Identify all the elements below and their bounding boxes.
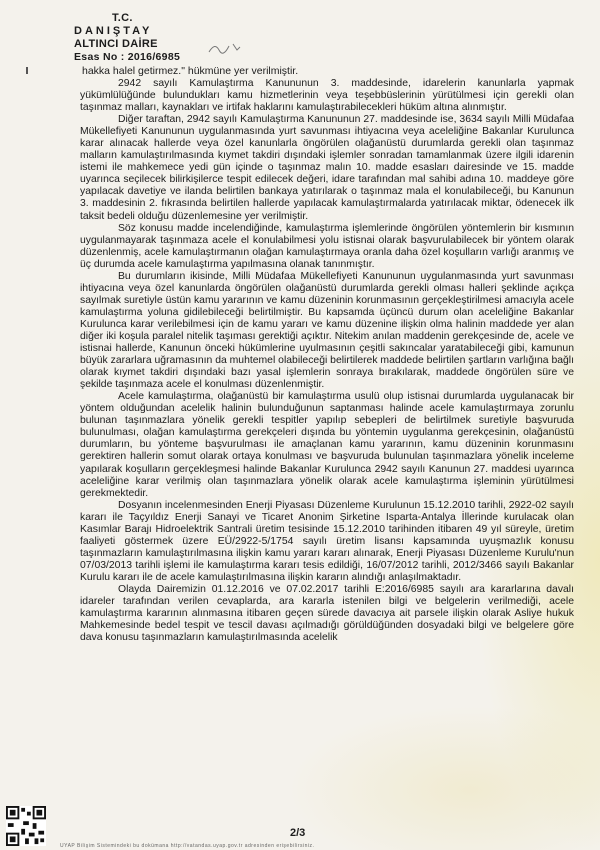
quote-line: hakka halel getirmez." hükmüne yer verilmiştir.: [82, 65, 299, 77]
document-header: [74, 12, 180, 64]
qr-code-icon: [6, 806, 46, 846]
paragraph-kamulastirma-3: 2942 sayılı Kamulaştırma Kanununun 3. maddesinde, idarelerin kanunlarla yapmak yükümlülüğünde bulundukları kamu hizmetlerinin veya teşebbüslerinin yürütülmesi için gerekli olan taşınmaz malları, kaynakları ve irtifak haklarını kamulaştırabilecekleri hüküm altına alınmıştır.: [80, 78, 574, 114]
paragraph-acele-kamulastirma: Acele kamulaştırma, olağanüstü bir kamulaştırma usulü olup istisnai durumlarda uygulanacak bir yöntem olduğundan acelelik halinin bulunduğunun saptanması halinde acele kamulaştırmaya zorunlu bulunan taşınmazlara yönelik gerekli tespitler yapılıp sebepleri de belirtilmek suretiyle başvuruda bulunulması, olağan kamulaştırma gerekçeleri dışında bu yöntemin uygulanma gerekçesinin, olağanüstü durumların, bu yönteme başvurulması ile amaçlanan kamu yararının, kamu düzeninin korunmasını gerektiren hallerin somut olarak ortaya konulması ve başvuruda bulunulan taşınmazlara yönelik inceleme yapılarak koşulların gerçekleşmesi halinde Bakanlar Kurulunca 2942 sayılı Kanunun 27. maddesi uyarınca aceleliğine karar verilmiş olan taşınmazlara yönelik olarak acele kamulaştırma işleminin yürütülmesi gerekmektedir.: [80, 391, 574, 499]
paragraph-kamulastirma-27: Diğer taraftan, 2942 sayılı Kamulaştırma Kanununun 27. maddesinde ise, 3634 sayılı Milli Müdafaa Mükellefiyeti Kanununun uygulanmasında yurt savunması ihtiyacına veya aceleliğine Bakanlar Kurulunca karar alınacak hallerde veya özel kanunlarla öngörülen olağanüstü durumlarda gerekli olan taşınmaz malların kamulaştırılmasında kıymet takdiri dışındaki işlemler sonradan tamamlanmak üzere ilgili idarenin istemi ile mahkemece yedi gün içinde o taşınmaz malın 10. madde esasları dairesinde ve 15. madde uyarınca seçilecek bilirkişilerce tespit edilecek değeri, idare tarafından mal sahibi adına 10. maddeye göre yapılacak davetiye ve ilanda belirtilen bankaya yatırılarak o taşınmaz mala el konulabileceği, bu Kanunun 3. maddesinin 2. fıkrasında belirtilen hallerde yapılacak kamulaştırmalarda yatırılacak miktar, ödenecek ilk taksit bedeli olduğu düzenlemesine yer verilmiştir.: [80, 114, 574, 222]
header-chamber: ALTINCI DAİRE: [74, 38, 158, 50]
paragraph-durumlar: Bu durumların ikisinde, Milli Müdafaa Mükellefiyeti Kanununun uygulanmasında yurt savunması ihtiyacına veya özel kanunlarda öngörülen olağanüstü durumlarda gerekli olması halleri şeklinde açıkça sayılmak suretiyle üstün kamu yararının ve kamu düzeninin korunmasının gerçekleştirilmesi amacıyla acele kamulaştırma yoluna gidilebileceği belirtilmiştir. Bu kapsamda üçüncü durum olan aceleliğine Bakanlar Kurulunca karar verilebilmesi için de kamu yararı ve kamu düzenine ilişkin olma halinin maddede yer alan diğer iki koşula paralel nitelik taşıması gerektiği açıktır. Nitekim anılan maddenin gerekçesinde de, acele ve istisnai hallerde, Kanunun önceki hükümlerine uyulmasının çeşitli sakıncalar yaratabileceği gibi, kamunun büyük zararlara uğramasının da muhtemel olabileceği belirtilerek maddede belirtilen şartların varlığına bağlı olarak kıymet takdiri dışındaki bazı yasal işlemlerin sonraya bırakılarak, maddede öngörülen süre ve şekilde taşınmaza acele el konulması düzenlenmiştir.: [80, 270, 574, 391]
paragraph-dosya-inceleme: Dosyanın incelenmesinden Enerji Piyasası Düzenleme Kurulunun 15.12.2010 tarihli, 2922-02 sayılı kararı ile Taçyıldız Enerji Sanayi ve Ticaret Anonim Şirketine Isparta-Antalya İllerinde kurulacak olan Kasımlar Barajı Hidroelektrik Santrali üretim tesisinde 15.12.2010 tarihinden itibaren 49 yıl süreyle, üretim faaliyeti göstermek üzere EÜ/2922-5/1754 sayılı üretim lisansı kapsamında uyuşmazlık konusu taşınmazların kamulaştırılmasına ilişkin kamu yararı kararı alınarak, Enerji Piyasası Düzenleme Kurulu'nun 07/03/2013 tarihli işlemi ile kamulaştırma kararı tesis edildiği, 16/07/2012 tarihli, 2012/3466 sayılı Bakanlar Kurulu kararı ile de acele kamulaştırılmasına ilişkin kararın alındığı anlaşılmaktadır.: [80, 499, 574, 583]
page-number: 2/3: [290, 827, 306, 839]
header-court-name: DANIŞTAY: [74, 25, 153, 37]
margin-mark: [26, 67, 28, 74]
header-tc: T.C.: [112, 12, 133, 24]
paragraph-olayda: Olayda Dairemizin 01.12.2016 ve 07.02.2017 tarihli E:2016/6985 sayılı ara kararlarına davalı idareler tarafından verilen cevaplarda, ara kararla istenilen bilgi ve belgelerin verilmediği, acele kamulaştırma kararının alınmasına itibaren geçen sürede davacıya ait parsele ilişkin olarak Asliye hukuk Mahkemesinde bedel tespit ve tescil davası açılmadığı görüldüğünden dosyadaki bilgi ve belgelere göre dava konusu taşınmazların kamulaştırılmasında acelelik: [80, 583, 574, 644]
paragraph-madde-inceleme: Söz konusu madde incelendiğinde, kamulaştırma işlemlerinde öngörülen yöntemlerin bir kısmının uygulanmayarak taşınmaza acele el konulabilmesi yolu istisnai olarak başvurulabilecek bir yöntem olarak düzenlenmiş, acele kamulaştırmanın olağan kamulaştırmaya oranla daha özel koşulların varlığı aranmış ve üç durumda acele kamulaştırma yapılmasına olanak tanınmıştır.: [80, 222, 574, 270]
handwritten-mark-icon: [205, 38, 245, 58]
header-case-number: Esas No : 2016/6985: [74, 51, 181, 63]
document-footer: UYAP Bilişim Sistemindeki bu dokümana http://vatandas.uyap.gov.tr adresinden erişebilirsiniz.: [60, 843, 315, 849]
document-body: [80, 78, 574, 644]
